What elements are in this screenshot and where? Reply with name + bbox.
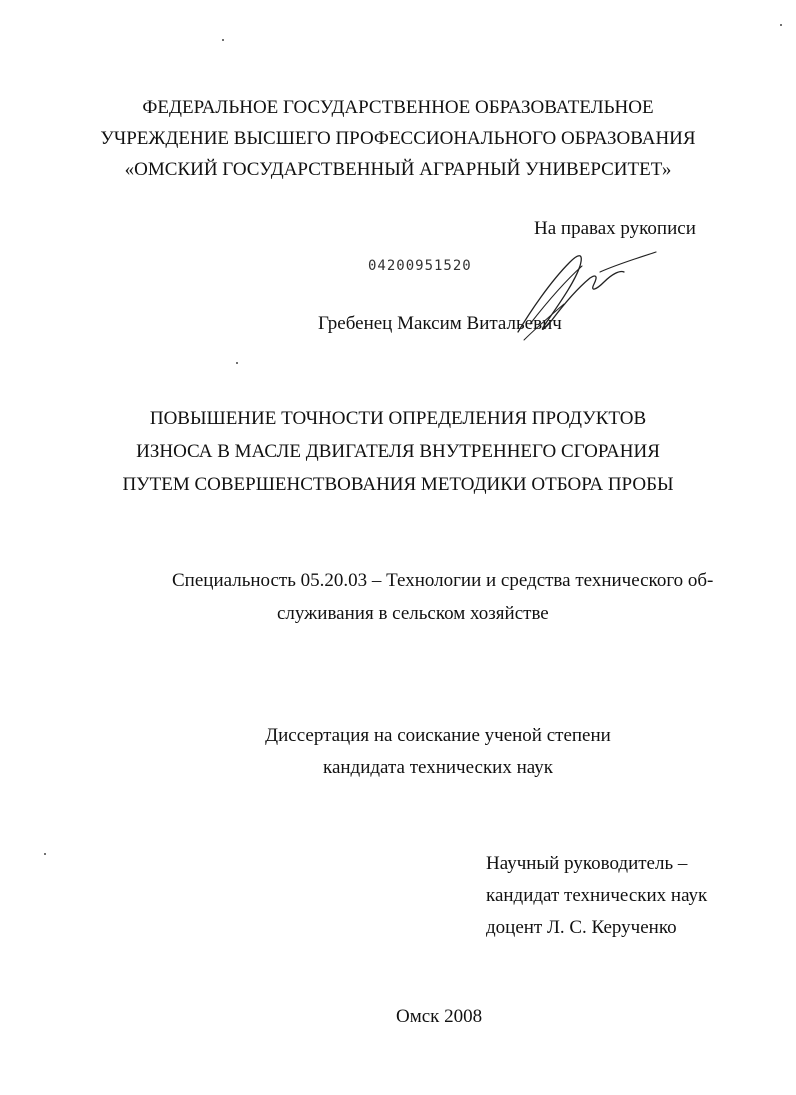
degree-statement xyxy=(0,720,796,784)
institution-line: ФЕДЕРАЛЬНОЕ ГОСУДАРСТВЕННОЕ ОБРАЗОВАТЕЛЬНОЕ xyxy=(142,97,654,118)
manuscript-note: На правах рукописи xyxy=(534,218,696,239)
scan-speck xyxy=(236,362,238,364)
author-name: Гребенец Максим Витальевич xyxy=(318,313,562,334)
institution-line: «ОМСКИЙ ГОСУДАРСТВЕННЫЙ АГРАРНЫЙ УНИВЕРСИТЕТ» xyxy=(124,159,672,180)
title-line: ПУТЕМ СОВЕРШЕНСТВОВАНИЯ МЕТОДИКИ ОТБОРА ПРОБЫ xyxy=(122,474,674,495)
institution-header xyxy=(0,92,796,185)
scan-speck xyxy=(222,39,224,41)
supervisor-line: Научный руководитель – xyxy=(486,853,688,874)
city-year: Омск 2008 xyxy=(396,1006,483,1027)
dissertation-title xyxy=(0,402,796,501)
specialty xyxy=(172,564,732,630)
registration-number: 04200951520 xyxy=(368,258,472,274)
degree-line: Диссертация на соискание ученой степени xyxy=(265,725,611,746)
scan-speck xyxy=(780,24,782,26)
specialty-line: Специальность 05.20.03 – Технологии и средства технического об- xyxy=(172,570,714,591)
specialty-line: служивания в сельском хозяйстве xyxy=(277,603,549,624)
title-line: ИЗНОСА В МАСЛЕ ДВИГАТЕЛЯ ВНУТРЕННЕГО СГОРАНИЯ xyxy=(136,441,660,462)
institution-line: УЧРЕЖДЕНИЕ ВЫСШЕГО ПРОФЕССИОНАЛЬНОГО ОБРАЗОВАНИЯ xyxy=(100,128,696,149)
supervisor-line: кандидат технических наук xyxy=(486,885,708,906)
supervisor-line: доцент Л. С. Керученко xyxy=(486,917,677,938)
title-line: ПОВЫШЕНИЕ ТОЧНОСТИ ОПРЕДЕЛЕНИЯ ПРОДУКТОВ xyxy=(149,408,647,429)
signature-icon xyxy=(500,232,670,362)
scan-speck xyxy=(44,853,46,855)
degree-line: кандидата технических наук xyxy=(323,757,553,778)
supervisor-block xyxy=(486,848,707,944)
